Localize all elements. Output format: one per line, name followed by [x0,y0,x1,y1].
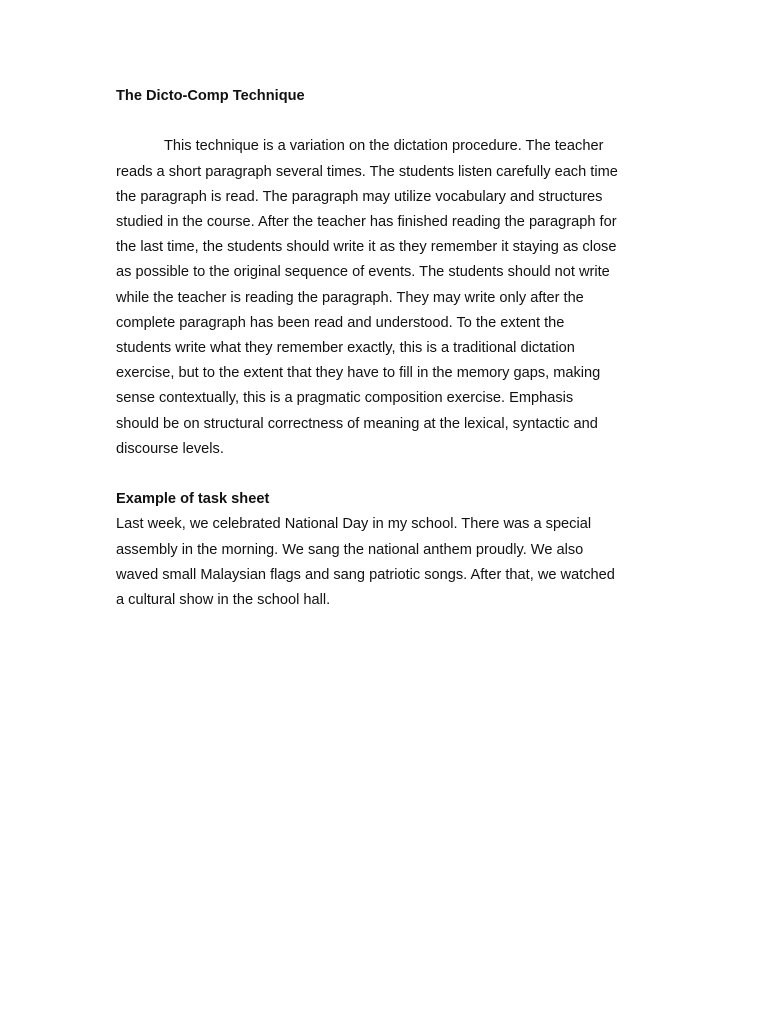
paragraph-line: while the teacher is reading the paragraph. They may write only after the [116,289,584,306]
document-content [116,84,656,613]
paragraph-line: should be on structural correctness of meaning at the lexical, syntactic and [116,415,598,432]
paragraph-line: the paragraph is read. The paragraph may utilize vocabulary and structures [116,188,603,205]
paragraph-line: exercise, but to the extent that they have to fill in the memory gaps, making [116,365,601,382]
example-paragraph [116,512,656,613]
paragraph-line: sense contextually, this is a pragmatic composition exercise. Emphasis [116,390,574,407]
paragraph-line: discourse levels. [116,440,224,457]
spacer [116,462,656,487]
example-line: waved small Malaysian flags and sang patriotic songs. After that, we watched [116,566,615,583]
paragraph-line: This technique is a variation on the dictation procedure. The teacher [164,138,604,155]
description-paragraph [116,134,656,462]
example-line: assembly in the morning. We sang the national anthem proudly. We also [116,541,584,558]
example-heading: Example of task sheet [116,491,270,508]
paragraph-line: studied in the course. After the teacher has finished reading the paragraph for [116,214,617,230]
paragraph-line: as possible to the original sequence of events. The students should not write [116,264,610,281]
paragraph-line: complete paragraph has been read and understood. To the extent the [116,314,565,331]
spacer [116,109,656,134]
document-title: The Dicto-Comp Technique [116,88,305,104]
example-line: a cultural show in the school hall. [116,592,331,609]
example-line: Last week, we celebrated National Day in my school. There was a special [116,516,592,533]
paragraph-line: reads a short paragraph several times. The students listen carefully each time [116,163,618,180]
paragraph-line: students write what they remember exactly, this is a traditional dictation [116,340,575,357]
paragraph-line: the last time, the students should write it as they remember it staying as close [116,239,617,256]
